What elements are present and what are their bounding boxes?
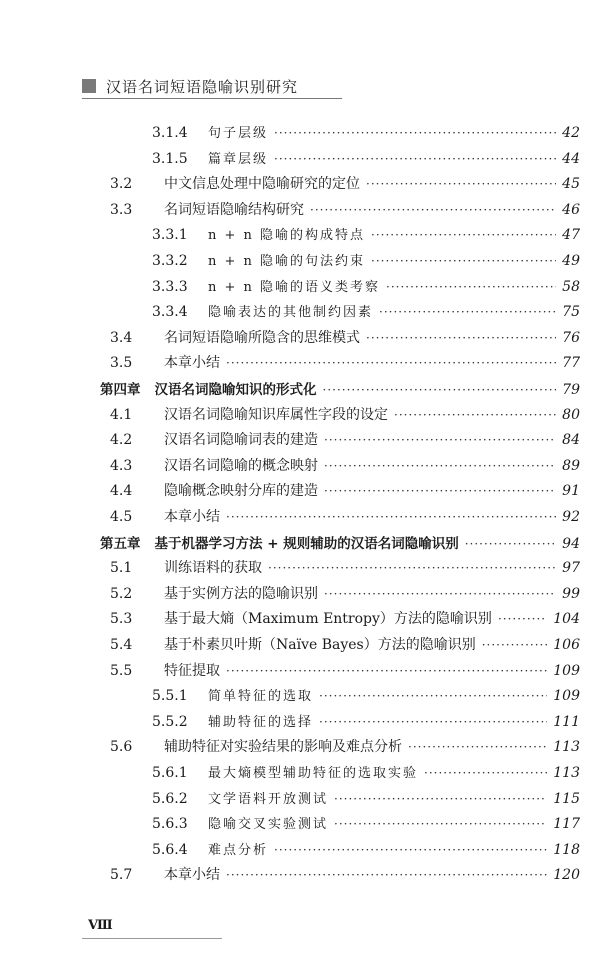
toc-entry-page: 117 (553, 816, 580, 833)
toc-entry[interactable] (110, 583, 580, 605)
toc-entry[interactable] (152, 788, 580, 810)
toc-entry[interactable] (110, 864, 580, 886)
toc-entry[interactable] (110, 506, 580, 528)
leader-dots (408, 740, 547, 754)
page-number: Ⅷ (88, 918, 113, 933)
toc-entry-number: 5.6.3 (152, 816, 188, 833)
toc-entry-title: 名词短语隐喻所隐含的思维模式 (164, 329, 360, 346)
toc-entry-number: 5.4 (110, 637, 133, 653)
leader-dots (324, 433, 556, 447)
toc-entry[interactable] (110, 429, 580, 451)
leader-dots (324, 484, 556, 498)
toc-entry[interactable] (152, 685, 580, 707)
toc-entry-page: 111 (553, 713, 580, 730)
leader-dots (498, 612, 547, 626)
toc-entry-page: 106 (553, 637, 580, 653)
toc-entry-page: 76 (562, 329, 580, 346)
leader-dots (268, 561, 556, 575)
toc-entry-title: 篇章层级 (208, 151, 269, 167)
toc-entry-title: 名词短语隐喻结构研究 (164, 201, 304, 218)
leader-dots (465, 537, 556, 551)
toc-entry-page: 91 (562, 483, 580, 500)
toc-entry-number: 第四章 (100, 382, 141, 398)
toc-entry-title: 特征提取 (164, 662, 220, 679)
toc-entry[interactable] (110, 327, 580, 349)
toc-entry-page: 77 (562, 355, 580, 372)
toc-entry-title: 句子层级 (208, 126, 269, 141)
leader-dots (371, 228, 556, 242)
toc-entry-title: 汉语名词隐喻词表的建造 (164, 432, 318, 449)
toc-entry[interactable] (152, 711, 580, 733)
toc-entry-title: 汉语名词隐喻的概念映射 (164, 457, 318, 474)
toc-entry-page: 84 (562, 432, 580, 449)
toc-entry[interactable] (110, 352, 580, 374)
toc-entry-title: 辅助特征对实验结果的影响及难点分析 (164, 739, 402, 756)
toc-entry[interactable] (100, 378, 580, 400)
toc-entry[interactable] (152, 224, 580, 246)
toc-entry-page: 47 (562, 227, 580, 244)
toc-entry-page: 49 (562, 253, 580, 269)
leader-dots (366, 177, 556, 191)
leader-dots (424, 766, 547, 780)
toc-entry[interactable] (152, 148, 580, 170)
leader-dots (334, 817, 547, 831)
toc-entry[interactable] (110, 736, 580, 758)
toc-entry-title: n + n 隐喻的构成特点 (208, 228, 366, 244)
toc-entry-number: 3.5 (110, 355, 133, 372)
toc-entry-title: 基于实例方法的隐喻识别 (164, 585, 318, 602)
toc-entry-number: 3.1.5 (152, 150, 188, 167)
toc-entry-page: 92 (562, 509, 580, 525)
leader-dots (366, 331, 556, 345)
toc-entry[interactable] (110, 660, 580, 682)
toc-entry[interactable] (152, 839, 580, 861)
leader-dots (324, 459, 556, 473)
toc-entry-page: 46 (562, 201, 580, 218)
toc-entry[interactable] (152, 250, 580, 272)
leader-dots (482, 638, 548, 652)
toc-entry-title: 本章小结 (164, 867, 220, 884)
toc-entry[interactable] (152, 276, 580, 298)
toc-entry-page: 113 (553, 765, 580, 781)
toc-entry-number: 4.4 (110, 483, 133, 500)
toc-entry[interactable] (152, 813, 580, 835)
toc-entry-title: 隐喻表达的其他制约因素 (208, 305, 374, 321)
leader-dots (379, 305, 556, 319)
toc-entry-page: 45 (562, 176, 580, 193)
toc-entry-title: 汉语名词隐喻知识的形式化 (154, 382, 317, 398)
toc-entry-number: 3.3.3 (152, 278, 188, 295)
toc-entry-number: 5.7 (110, 867, 133, 884)
leader-dots (274, 843, 547, 857)
toc-entry-number: 5.6.2 (152, 790, 188, 807)
toc-entry[interactable] (110, 480, 580, 502)
toc-entry[interactable] (100, 532, 580, 554)
toc-entry-number: 3.3.2 (152, 253, 188, 269)
toc-entry-page: 58 (562, 278, 580, 295)
toc-entry-number: 4.2 (110, 432, 133, 449)
toc-entry-number: 5.5 (110, 662, 133, 679)
toc-entry-number: 5.6.4 (152, 841, 188, 858)
toc-entry-page: 115 (553, 790, 580, 807)
toc-entry-title: 隐喻交叉实验测试 (208, 817, 329, 833)
toc-entry-number: 4.3 (110, 457, 133, 474)
toc-entry[interactable] (110, 173, 580, 195)
toc-entry-page: 79 (562, 382, 580, 398)
leader-dots (274, 126, 556, 140)
leader-dots (226, 356, 556, 370)
toc-entry[interactable] (110, 634, 580, 656)
toc-entry-number: 5.2 (110, 585, 133, 602)
toc-entry[interactable] (110, 557, 580, 579)
leader-dots (226, 510, 556, 524)
toc-entry-page: 80 (562, 406, 580, 423)
toc-entry[interactable] (110, 455, 580, 477)
leader-dots (226, 664, 547, 678)
toc-entry-number: 5.6.1 (152, 765, 188, 781)
toc-entry-number: 3.2 (110, 176, 133, 193)
footer-rule (82, 938, 222, 939)
leader-dots (319, 715, 547, 729)
toc-entry-number: 3.1.4 (152, 125, 188, 141)
toc-entry-title: 隐喻概念映射分库的建造 (164, 483, 318, 500)
toc-entry-page: 42 (562, 125, 580, 141)
toc-entry-title: 辅助特征的选择 (208, 714, 314, 730)
toc-entry-title: 难点分析 (208, 842, 269, 858)
leader-dots (226, 868, 547, 882)
toc-entry-page: 120 (553, 867, 580, 884)
toc-entry[interactable] (110, 404, 580, 426)
toc-entry[interactable] (110, 608, 580, 630)
toc-entry-page: 118 (553, 841, 580, 858)
toc-entry-page: 109 (553, 688, 580, 705)
toc-entry-title: 最大熵模型辅助特征的选取实验 (208, 766, 419, 781)
leader-dots (323, 383, 557, 397)
toc-entry-number: 5.6 (110, 739, 133, 756)
toc-entry-number: 5.3 (110, 611, 133, 628)
toc-entry-page: 97 (562, 560, 580, 577)
leader-dots (310, 203, 556, 217)
leader-dots (386, 280, 556, 294)
leader-dots (324, 587, 556, 601)
toc-entry-title: 简单特征的选取 (208, 689, 314, 705)
toc-entry-title: 基于最大熵（Maximum Entropy）方法的隐喻识别 (164, 611, 492, 628)
toc-entry-title: 汉语名词隐喻知识库属性字段的设定 (164, 406, 388, 423)
toc-entry[interactable] (152, 301, 580, 323)
toc-entry-page: 104 (553, 611, 580, 628)
leader-dots (274, 152, 556, 166)
toc-entry-page: 75 (562, 304, 580, 321)
leader-dots (371, 254, 556, 268)
toc-entry[interactable] (152, 762, 580, 784)
book-title: 汉语名词短语隐喻识别研究 (106, 78, 299, 96)
toc-entry-number: 第五章 (100, 535, 141, 552)
toc-entry-title: 基于机器学习方法 + 规则辅助的汉语名词隐喻识别 (154, 535, 459, 552)
toc-entry-page: 94 (562, 535, 580, 552)
toc-entry-title: 训练语料的获取 (164, 560, 262, 577)
toc-entry-title: 本章小结 (164, 509, 220, 525)
leader-dots (319, 689, 547, 703)
toc-entry-page: 113 (553, 739, 580, 756)
toc-entry-title: n + n 隐喻的句法约束 (208, 254, 366, 269)
toc-entry-page: 89 (562, 457, 580, 474)
toc-entry-number: 3.4 (110, 329, 133, 346)
toc-entry-number: 3.3 (110, 201, 133, 218)
toc-entry-title: 中文信息处理中隐喻研究的定位 (164, 176, 360, 193)
toc-entry-page: 44 (562, 150, 580, 167)
leader-dots (334, 792, 547, 806)
leader-dots (394, 408, 556, 422)
toc-entry-page: 109 (553, 662, 580, 679)
toc-entry-number: 5.1 (110, 560, 133, 577)
toc-entry-number: 3.3.4 (152, 304, 188, 321)
toc-entry-title: 基于朴素贝叶斯（Naïve Bayes）方法的隐喻识别 (164, 637, 476, 653)
toc-entry-number: 4.5 (110, 509, 133, 525)
toc-entry[interactable] (110, 199, 580, 221)
toc-entry-title: n + n 隐喻的语义类考察 (208, 279, 381, 295)
toc-entry-title: 文学语料开放测试 (208, 791, 329, 807)
toc-entry-page: 99 (562, 585, 580, 602)
toc-entry-number: 3.3.1 (152, 227, 188, 244)
toc-entry[interactable] (152, 122, 580, 144)
toc-entry-number: 5.5.2 (152, 713, 188, 730)
toc-entry-title: 本章小结 (164, 355, 220, 372)
toc-entry-number: 5.5.1 (152, 688, 188, 705)
toc-entry-number: 4.1 (110, 406, 133, 423)
